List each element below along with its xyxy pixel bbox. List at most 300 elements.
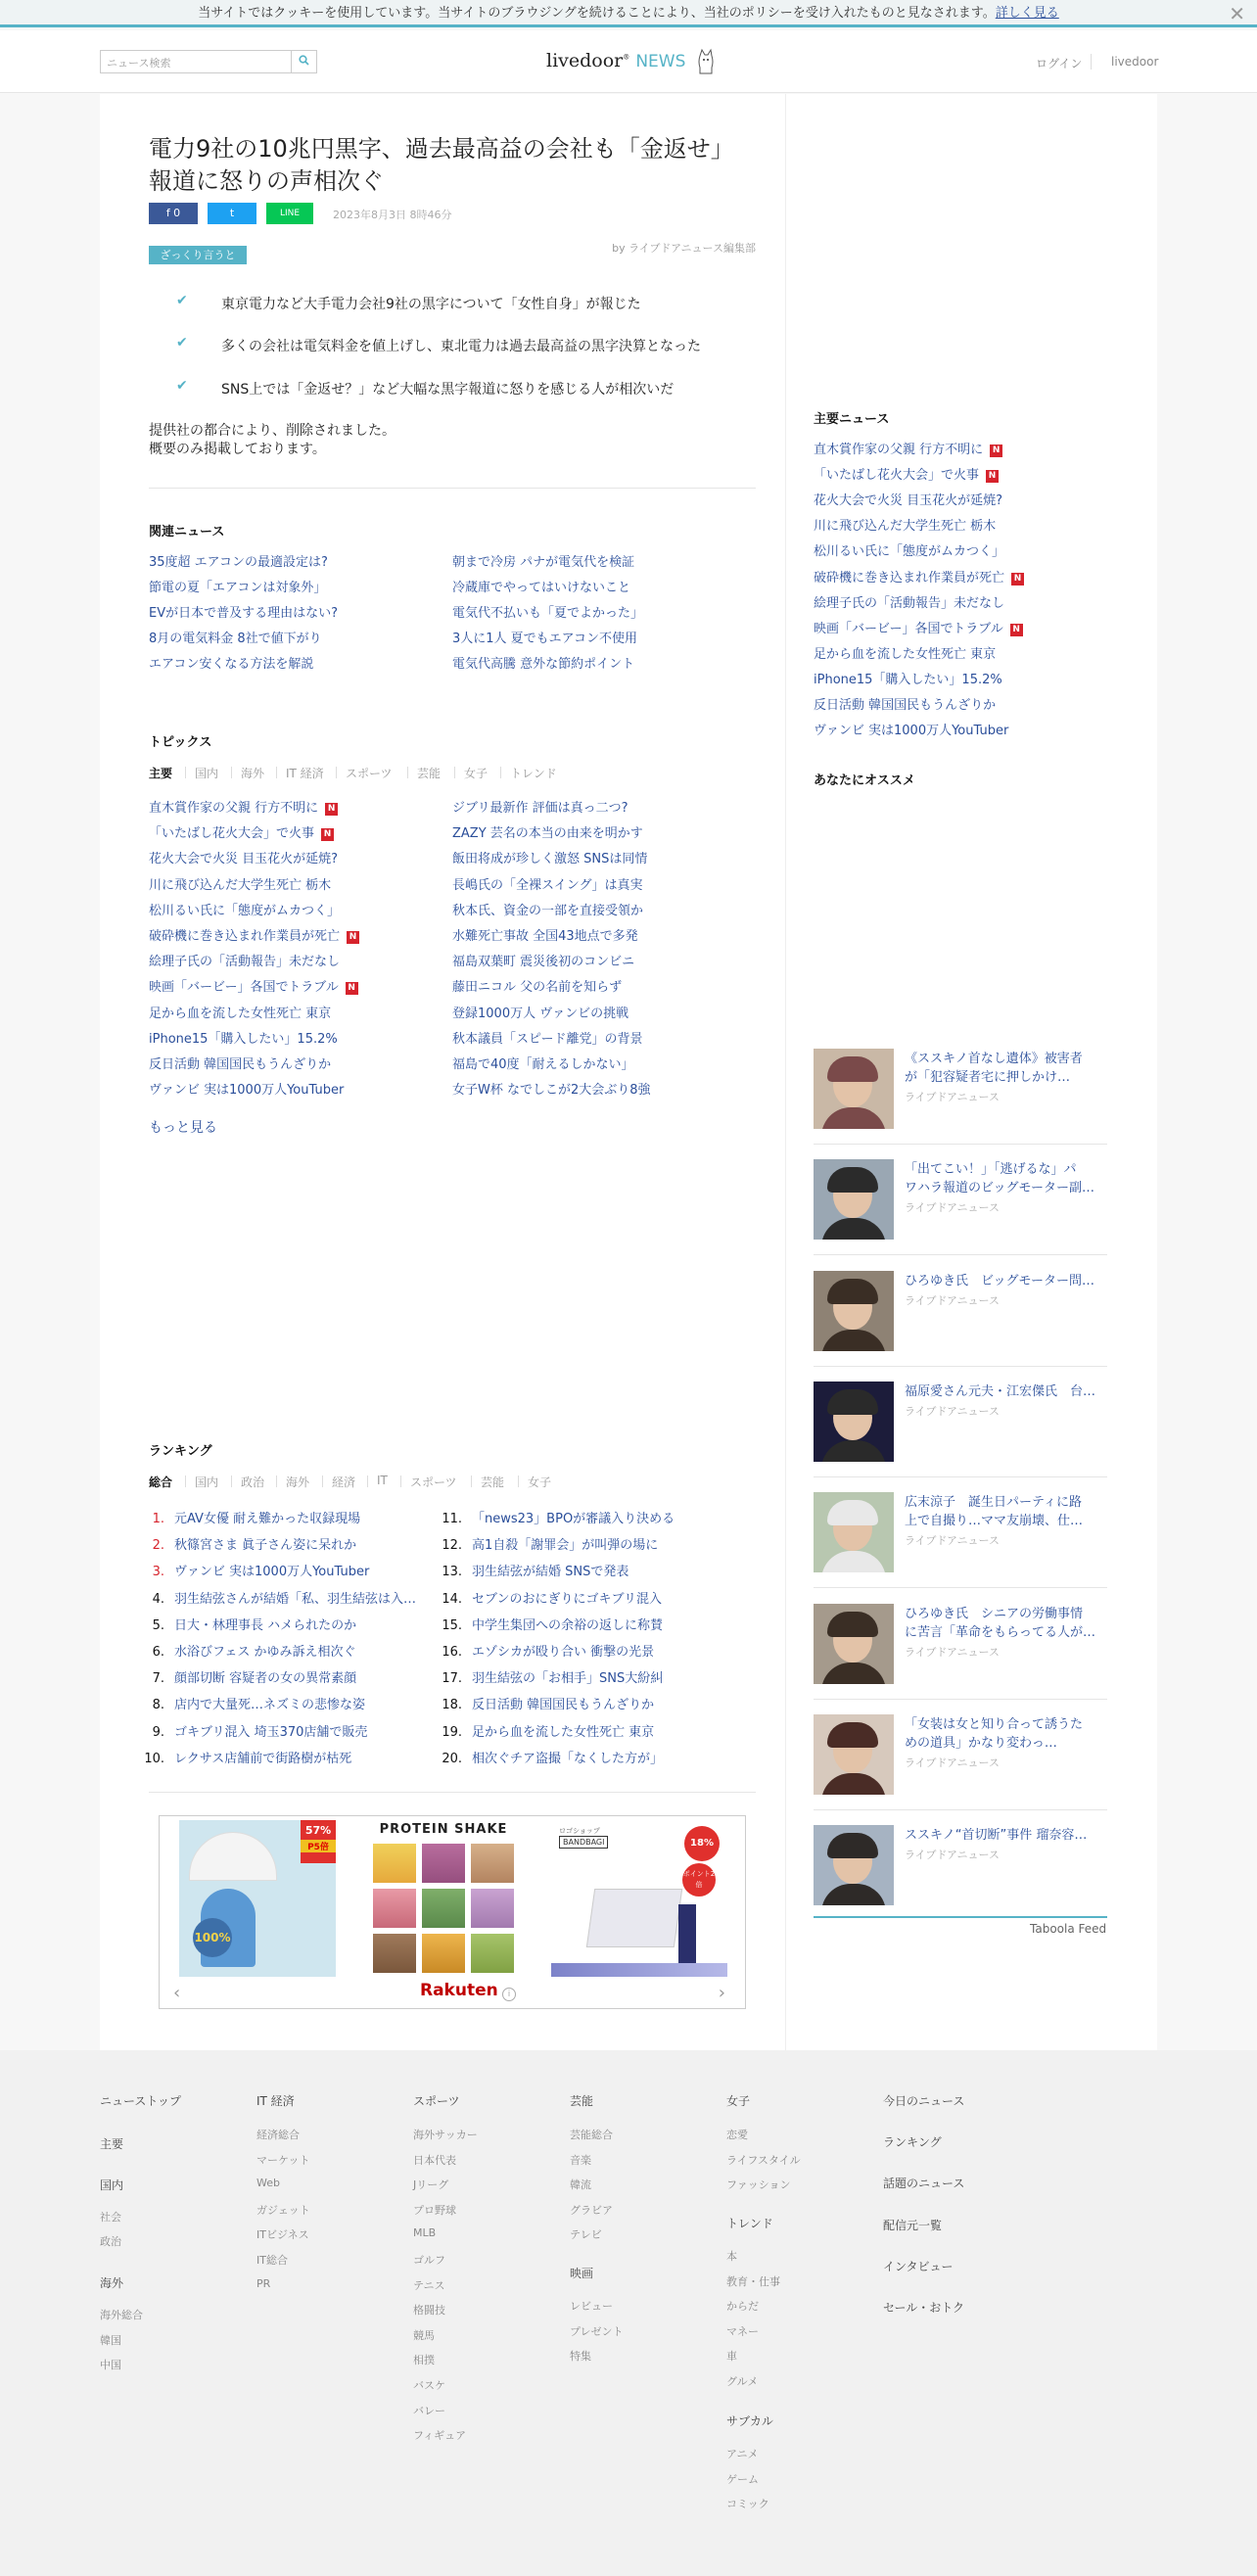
footer-link[interactable]: ライフスタイル xyxy=(726,2153,801,2167)
thumbnail-figure xyxy=(821,1663,886,1684)
footer-link[interactable]: 韓国 xyxy=(100,2334,121,2347)
rank-title: 足から血を流した女性死亡 東京 xyxy=(472,1724,655,1740)
rank-number: 13. xyxy=(442,1565,462,1580)
login-link[interactable]: ログイン xyxy=(1036,57,1083,70)
tab-divider xyxy=(185,1475,186,1487)
ranking-item[interactable] xyxy=(435,1588,662,1607)
divider xyxy=(814,1587,1107,1588)
footer-heading[interactable]: 映画 xyxy=(570,2267,594,2280)
footer-link[interactable]: PR xyxy=(256,2276,271,2290)
footer-link[interactable]: 経済総合 xyxy=(256,2129,300,2141)
footer-link[interactable]: 日本代表 xyxy=(413,2153,456,2167)
ranking-item[interactable] xyxy=(435,1561,628,1579)
recommend-title[interactable] xyxy=(905,1160,1110,1197)
footer-link[interactable]: 社会 xyxy=(100,2211,121,2224)
rank-number: 18. xyxy=(442,1698,462,1713)
main-news-text: iPhone15「購入したい」15.2% xyxy=(814,672,1002,687)
rank-number: 3. xyxy=(152,1565,164,1580)
ad-bandbagi-image[interactable] xyxy=(551,1820,727,1977)
article-date: 2023年8月3日 8時46分 xyxy=(333,209,452,221)
related-link[interactable]: 35度超 エアコンの最適設定は? xyxy=(149,555,328,570)
rank-title: 反日活動 韓国国民もうんざりか xyxy=(472,1698,655,1713)
rank-number: 5. xyxy=(152,1617,164,1633)
summary-item: 多くの会社は電気料金を値上げし、東北電力は過去最高益の黒字決算となった xyxy=(221,339,701,354)
tab-topic[interactable]: トレンド xyxy=(510,767,557,780)
recommend-title[interactable] xyxy=(905,1493,1110,1530)
ranking-item[interactable] xyxy=(435,1534,658,1553)
topic-link[interactable] xyxy=(149,900,340,918)
ad-points-text: P5倍 xyxy=(301,1840,336,1852)
main-news-text: 足から血を流した女性死亡 東京 xyxy=(814,646,997,662)
tab-ranking[interactable]: 女子 xyxy=(528,1475,552,1489)
recommend-title-line: が「犯容疑者宅に押しかけ… xyxy=(905,1070,1071,1085)
thumbnail-figure xyxy=(827,1279,878,1304)
ranking-item[interactable] xyxy=(435,1508,675,1526)
ranking-item[interactable] xyxy=(435,1694,654,1712)
topic-link[interactable] xyxy=(149,822,334,841)
thumbnail-figure xyxy=(821,1440,886,1462)
recommend-title[interactable] xyxy=(905,1050,1110,1087)
footer-link[interactable]: 配信元一覧 xyxy=(883,2218,943,2232)
topic-link[interactable]: 秋本議員「スピード離党」の背景 xyxy=(452,1031,643,1047)
topic-link-text: iPhone15「購入したい」15.2% xyxy=(149,1031,338,1047)
topic-link[interactable] xyxy=(149,1003,331,1021)
new-badge: N xyxy=(325,803,338,816)
thumbnail-figure xyxy=(827,1389,878,1415)
tab-ranking[interactable]: 経済 xyxy=(332,1475,356,1489)
rank-number: 9. xyxy=(152,1724,164,1740)
recommend-title[interactable] xyxy=(905,1382,1110,1401)
footer-heading[interactable]: サブカル xyxy=(726,2414,773,2428)
footer-link[interactable]: 今日のニュース xyxy=(883,2094,965,2108)
topic-link-text: 反日活動 韓国国民もうんざりか xyxy=(149,1057,332,1072)
rank-number: 11. xyxy=(442,1512,462,1526)
topic-link[interactable]: 女子W杯 なでしこが2大会ぶり8強 xyxy=(452,1083,651,1099)
column-divider xyxy=(785,94,786,2050)
footer-link[interactable]: 主要 xyxy=(100,2137,124,2151)
tab-ranking[interactable]: 総合 xyxy=(149,1475,173,1489)
feed-divider xyxy=(814,1916,1107,1918)
footer-link[interactable]: Web xyxy=(256,2177,280,2190)
article-thumbnail[interactable] xyxy=(814,1049,894,1129)
footer-link[interactable]: 車 xyxy=(726,2350,737,2364)
article-thumbnail[interactable] xyxy=(814,1825,894,1905)
chevron-left-icon[interactable]: ‹ xyxy=(173,1983,181,2003)
topic-link-text: 破砕機に巻き込まれ作業員が死亡 xyxy=(149,929,341,944)
footer-link[interactable]: 海外総合 xyxy=(100,2309,143,2321)
related-link[interactable]: 節電の夏「エアコンは対象外」 xyxy=(149,581,327,595)
recommend-title-line: 「女装は女と知り合って誘うた xyxy=(905,1716,1084,1732)
topic-link[interactable]: 飯田将成が珍しく激怒 SNSは同情 xyxy=(452,852,648,867)
search-icon[interactable] xyxy=(292,50,317,73)
footer-heading[interactable]: ニューストップ xyxy=(100,2094,182,2108)
footer-link[interactable]: バレー xyxy=(413,2404,445,2417)
tab-ranking[interactable]: 国内 xyxy=(195,1475,219,1489)
topic-link[interactable] xyxy=(149,1054,331,1072)
topic-link[interactable] xyxy=(149,848,338,866)
rank-number: 15. xyxy=(442,1617,462,1633)
topic-link[interactable]: 登録1000万人 ヴァンビの挑戦 xyxy=(452,1006,629,1021)
footer-link[interactable]: ファッション xyxy=(726,2178,791,2192)
tab-ranking[interactable]: IT xyxy=(377,1474,388,1487)
tab-topic[interactable]: 女子 xyxy=(464,767,489,780)
tab-divider xyxy=(276,767,277,778)
footer-link[interactable]: 芸能総合 xyxy=(570,2129,613,2141)
article-thumbnail[interactable] xyxy=(814,1271,894,1351)
rakuten-logo: Rakuten xyxy=(420,1981,498,2000)
topics-heading: トピックス xyxy=(149,735,212,750)
footer-link[interactable]: コミック xyxy=(726,2498,769,2511)
main-news-link[interactable] xyxy=(814,618,1023,636)
topic-link-text: ヴァンビ 実は1000万人YouTuber xyxy=(149,1083,345,1099)
recommend-title-line: めの道具」かなり変わっ… xyxy=(905,1735,1057,1751)
twitter-share-button[interactable]: t xyxy=(208,203,256,224)
footer-link[interactable]: ゲーム xyxy=(726,2472,759,2486)
footer-link[interactable]: 音楽 xyxy=(570,2153,591,2167)
footer-link[interactable]: MLB xyxy=(413,2226,437,2240)
topic-link[interactable] xyxy=(149,976,358,995)
rank-number: 12. xyxy=(442,1538,462,1554)
thumbnail-figure xyxy=(821,1218,886,1240)
rank-number: 8. xyxy=(152,1698,164,1713)
footer-link[interactable]: バスケ xyxy=(413,2379,445,2392)
tab-ranking[interactable]: 政治 xyxy=(241,1475,265,1489)
footer-link[interactable]: 国内 xyxy=(100,2178,124,2192)
topic-link[interactable]: 水難死亡事故 全国43地点で多発 xyxy=(452,929,638,944)
tab-ranking[interactable]: 芸能 xyxy=(481,1475,505,1489)
rank-title: 羽生結弦が結婚 SNSで発表 xyxy=(472,1565,629,1580)
divider xyxy=(149,1792,756,1793)
footer-link[interactable]: アニメ xyxy=(726,2448,759,2460)
article-thumbnail[interactable] xyxy=(814,1714,894,1795)
footer-link[interactable]: プレゼント xyxy=(570,2324,624,2338)
divider xyxy=(814,1699,1107,1700)
livedoor-news-logo[interactable]: livedoor® NEWS xyxy=(546,48,715,75)
related-link[interactable]: EVが日本で普及する理由はない? xyxy=(149,606,339,621)
new-badge: N xyxy=(346,982,358,995)
recommend-title-line: 「出てこい！」「逃げるな」パ xyxy=(905,1162,1077,1178)
recommend-title-line: 《ススキノ首なし遺体》被害者 xyxy=(905,1052,1083,1066)
main-news-text: 松川るい氏に「態度がムカつく」 xyxy=(814,544,1005,560)
footer-link[interactable]: マーケット xyxy=(256,2153,310,2167)
main-news-heading: 主要ニュース xyxy=(814,412,890,427)
ad-protein-image[interactable] xyxy=(355,1820,532,1977)
article-title: 電力9社の10兆円黒字、過去最高益の会社も「金返せ」報道に怒りの声相次ぐ xyxy=(149,135,734,195)
check-icon: ✔ xyxy=(176,335,188,351)
recommend-title-line: 広末涼子 誕生日パーティに路 xyxy=(905,1495,1082,1511)
article-thumbnail[interactable] xyxy=(814,1604,894,1684)
product-box xyxy=(586,1889,682,1947)
ad-points-badge: ポイント2倍 xyxy=(682,1863,716,1897)
footer-link[interactable]: ガジェット xyxy=(256,2203,310,2217)
new-badge: N xyxy=(990,445,1002,457)
site-header xyxy=(0,30,1257,93)
recommend-source: ライブドアニュース xyxy=(905,1404,1000,1418)
topic-link-text: 川に飛び込んだ大学生死亡 栃木 xyxy=(149,877,332,893)
ranking-item[interactable] xyxy=(137,1667,356,1686)
tab-topic[interactable]: IT 経済 xyxy=(286,767,324,780)
main-news-link[interactable] xyxy=(814,720,1008,738)
footer-link[interactable]: ランキング xyxy=(883,2135,942,2150)
main-news-link[interactable] xyxy=(814,540,1004,559)
thumbnail-figure xyxy=(821,1884,886,1905)
taboola-logo[interactable]: Taboola Feed xyxy=(1030,1922,1107,1936)
footer-link[interactable]: インタビュー xyxy=(883,2259,954,2273)
footer-link[interactable]: レビュー xyxy=(570,2300,613,2313)
footer-link[interactable]: 海外 xyxy=(100,2276,124,2290)
footer-link[interactable]: セール・おトク xyxy=(883,2301,965,2315)
rank-number: 16. xyxy=(442,1645,462,1660)
related-link[interactable]: 電気代高騰 意外な節約ポイント xyxy=(452,657,635,672)
topic-link[interactable]: 福島双葉町 震災後初のコンビニ xyxy=(452,955,635,970)
tab-divider xyxy=(185,767,186,778)
footer-link[interactable]: テレビ xyxy=(570,2228,602,2242)
footer-link[interactable]: グラビア xyxy=(570,2203,613,2217)
main-news-link[interactable] xyxy=(814,567,1024,585)
related-link[interactable]: 朝まで冷房 パナが電気代を検証 xyxy=(452,555,635,570)
divider xyxy=(814,1809,1107,1810)
check-icon: ✔ xyxy=(176,378,188,394)
topic-link[interactable]: 藤田ニコル 父の名前を知らず xyxy=(452,980,623,996)
topic-link[interactable]: 長嶋氏の「全裸スイング」は真実 xyxy=(452,877,643,893)
removal-notice xyxy=(149,422,396,459)
footer-link[interactable]: フィギュア xyxy=(413,2429,467,2443)
related-link[interactable]: 8月の電気料金 8社で値下がり xyxy=(149,632,322,646)
divider xyxy=(814,1476,1107,1477)
main-news-link[interactable] xyxy=(814,439,1002,457)
footer-heading[interactable]: IT 経済 xyxy=(256,2094,295,2108)
main-news-link[interactable] xyxy=(814,592,1004,611)
tab-topic[interactable]: 国内 xyxy=(195,767,219,780)
rank-number: 14. xyxy=(442,1591,462,1607)
product-band xyxy=(551,1963,727,1977)
rank-number: 19. xyxy=(442,1724,462,1740)
footer-link[interactable]: 本 xyxy=(726,2250,737,2263)
footer-link[interactable]: グルメ xyxy=(726,2375,759,2388)
recommend-source: ライブドアニュース xyxy=(905,1201,1000,1215)
article-byline: by ライブドアニュース編集部 xyxy=(612,242,756,255)
tab-divider xyxy=(454,767,455,778)
footer-heading[interactable]: 女子 xyxy=(726,2094,751,2108)
topic-link[interactable] xyxy=(149,925,359,944)
main-news-link[interactable] xyxy=(814,464,999,483)
recommend-title[interactable] xyxy=(905,1715,1110,1753)
topic-link-text: 「いたばし花火大会」で火事 xyxy=(149,826,315,842)
rank-number: 7. xyxy=(152,1671,164,1687)
footer-link[interactable]: マネー xyxy=(726,2324,759,2338)
ranking-item[interactable] xyxy=(435,1748,663,1766)
divider xyxy=(814,1366,1107,1367)
topic-link[interactable]: 福島で40度「耐えるしかない」 xyxy=(452,1057,634,1072)
tab-divider xyxy=(500,767,501,778)
article-thumbnail[interactable] xyxy=(814,1382,894,1462)
main-news-text: 絵理子氏の「活動報告」未だなし xyxy=(814,595,1005,611)
ranking-item[interactable] xyxy=(137,1615,356,1633)
recommend-title-line: ひろゆき氏 ビッグモーター問… xyxy=(905,1273,1094,1288)
topic-link[interactable] xyxy=(149,797,338,816)
tab-ranking[interactable]: 海外 xyxy=(286,1475,310,1489)
ranking-item[interactable] xyxy=(137,1694,365,1712)
ranking-item[interactable] xyxy=(435,1615,663,1633)
topic-link[interactable] xyxy=(149,1028,338,1047)
cookie-banner xyxy=(0,0,1257,27)
footer-heading[interactable]: スポーツ xyxy=(413,2094,460,2108)
search-input[interactable]: ニュース検索 xyxy=(100,50,292,73)
main-news-link[interactable] xyxy=(814,669,1002,687)
ranking-item[interactable] xyxy=(137,1534,356,1553)
footer-link[interactable]: ゴルフ xyxy=(413,2254,445,2267)
rank-number: 4. xyxy=(152,1591,164,1607)
recommend-source: ライブドアニュース xyxy=(905,1091,1000,1103)
main-news-link[interactable] xyxy=(814,515,996,534)
ranking-item[interactable] xyxy=(137,1748,351,1766)
main-news-text: ヴァンビ 実は1000万人YouTuber xyxy=(814,724,1009,739)
footer-link[interactable]: IT総合 xyxy=(256,2254,288,2267)
footer-heading[interactable]: 芸能 xyxy=(570,2094,594,2108)
rakuten-ad[interactable] xyxy=(159,1815,746,2009)
tab-topic[interactable]: 海外 xyxy=(241,767,265,780)
topic-link-text: 直木賞作家の父親 行方不明に xyxy=(149,801,319,816)
recommend-title[interactable] xyxy=(905,1826,1110,1845)
thumbnail-figure xyxy=(827,1056,878,1082)
chevron-right-icon[interactable]: › xyxy=(718,1983,725,2003)
umbrella-shape xyxy=(189,1832,277,1881)
thumbnail-figure xyxy=(827,1833,878,1858)
rank-number: 2. xyxy=(152,1538,164,1554)
ranking-item[interactable] xyxy=(137,1508,360,1526)
topic-link[interactable]: 秋本氏、資金の一部を直接受領か xyxy=(452,903,644,918)
tab-divider xyxy=(336,767,337,778)
footer-link[interactable]: 韓流 xyxy=(570,2178,591,2192)
ranking-item[interactable] xyxy=(137,1641,355,1660)
footer-link[interactable]: からだ xyxy=(726,2300,759,2314)
mascot-icon xyxy=(697,48,715,75)
topic-link[interactable] xyxy=(149,1079,344,1098)
ranking-item[interactable] xyxy=(137,1588,416,1607)
article-thumbnail[interactable] xyxy=(814,1159,894,1240)
main-news-text: 花火大会で火災 目玉花火が延焼? xyxy=(814,493,1003,509)
summary-item: SNS上では「金返せ？」など大幅な黒字報道に怒りを感じる人が相次いだ xyxy=(221,382,675,398)
ad-protein-title: PROTEIN SHAKE xyxy=(379,1822,508,1837)
ranking-item[interactable] xyxy=(435,1721,654,1740)
recommend-source: ライブドアニュース xyxy=(905,1756,1000,1769)
topic-link-text: 映画「バービー」各国でトラブル xyxy=(149,980,339,996)
rank-number: 20. xyxy=(442,1751,462,1766)
rank-number: 6. xyxy=(152,1645,164,1660)
tab-divider xyxy=(276,1475,277,1487)
tab-divider xyxy=(400,1475,401,1487)
thumbnail-figure xyxy=(821,1773,886,1795)
close-icon[interactable]: ✕ xyxy=(1229,2,1245,25)
footer-heading[interactable]: トレンド xyxy=(726,2217,773,2230)
cookie-details-link[interactable]: 詳しく見る xyxy=(995,6,1059,21)
main-news-link[interactable] xyxy=(814,643,996,662)
footer-link[interactable]: プロ野球 xyxy=(413,2203,456,2217)
footer-link[interactable]: 政治 xyxy=(100,2235,121,2248)
footer-link[interactable]: 中国 xyxy=(100,2359,121,2371)
new-badge: N xyxy=(1010,624,1023,636)
cookie-text: 当サイトではクッキーを使用しています。当サイトのブラウジングを続けることにより、当社のポリシーを受け入れたものと見なされます。 xyxy=(198,6,996,21)
ad-discount-text: 57% xyxy=(304,1824,332,1837)
ad-shop-label: ロゴショップ xyxy=(559,1827,600,1835)
main-news-text: 「いたばし花火大会」で火事 xyxy=(814,468,980,484)
thumbnail-figure xyxy=(827,1167,878,1193)
ad-brand-logo: BANDBAGI xyxy=(559,1836,608,1849)
tab-topic[interactable]: 主要 xyxy=(149,767,173,780)
line-share-button[interactable]: LINE xyxy=(266,203,313,224)
footer-link[interactable]: 恋愛 xyxy=(726,2129,748,2141)
footer-link[interactable]: 話題のニュース xyxy=(883,2177,965,2191)
footer-link[interactable]: Jリーグ xyxy=(413,2178,449,2192)
related-link[interactable]: 3人に1人 夏でもエアコン不使用 xyxy=(452,632,638,646)
product-tube xyxy=(678,1904,696,1963)
ad-umbrella-image[interactable] xyxy=(179,1820,336,1977)
recommend-title[interactable] xyxy=(905,1605,1110,1642)
footer-link[interactable]: 相撲 xyxy=(413,2354,435,2367)
tab-topic[interactable]: 芸能 xyxy=(417,767,442,780)
ranking-item[interactable] xyxy=(435,1641,654,1660)
logo-text: livedoor xyxy=(546,50,624,71)
rank-title: 「news23」BPOが審議入り決める xyxy=(472,1512,675,1526)
facebook-share-button[interactable]: f 0 xyxy=(149,203,198,224)
tab-divider xyxy=(322,1475,323,1487)
footer-link[interactable]: 海外サッカー xyxy=(413,2129,478,2141)
footer-link[interactable]: 格闘技 xyxy=(413,2304,445,2318)
article-thumbnail[interactable] xyxy=(814,1492,894,1572)
ranking-heading: ランキング xyxy=(149,1444,212,1459)
more-link[interactable]: もっと見る xyxy=(149,1120,217,1136)
ranking-item[interactable] xyxy=(137,1561,369,1579)
main-news-link[interactable] xyxy=(814,694,996,713)
related-link[interactable]: エアコン安くなる方法を解説 xyxy=(149,657,314,672)
thumbnail-figure xyxy=(821,1330,886,1351)
rank-title: 元AV女優 耐え難かった収録現場 xyxy=(174,1512,361,1526)
topic-link[interactable] xyxy=(149,951,340,969)
tab-ranking[interactable]: スポーツ xyxy=(410,1475,457,1489)
ranking-item[interactable] xyxy=(137,1721,367,1740)
info-icon[interactable]: i xyxy=(502,1988,516,2001)
summary-item: 東京電力など大手電力会社9社の黒字について「女性自身」が報じた xyxy=(221,297,641,312)
ranking-item[interactable] xyxy=(435,1667,663,1686)
topic-link[interactable]: ZAZY 芸名の本当の由来を明かす xyxy=(452,826,643,842)
related-link[interactable]: 冷蔵庫でやってはいけないこと xyxy=(452,581,631,595)
footer-link[interactable]: 競馬 xyxy=(413,2328,435,2342)
livedoor-link[interactable]: livedoor xyxy=(1111,55,1159,69)
recommend-title-line: 上で自撮り…ママ友崩壊、仕… xyxy=(905,1514,1084,1529)
divider xyxy=(149,488,756,489)
footer-link[interactable]: 教育・仕事 xyxy=(726,2274,780,2288)
footer-link[interactable]: ITビジネス xyxy=(256,2228,309,2242)
ad-percent-label: 100% xyxy=(193,1918,232,1957)
recommend-title-line: ひろゆき氏 シニアの労働事情 xyxy=(905,1606,1084,1621)
tab-topic[interactable]: スポーツ xyxy=(346,767,393,780)
new-badge: N xyxy=(986,470,999,483)
topic-link[interactable]: ジブリ最新作 評価は真っ二つ? xyxy=(452,801,628,816)
main-news-link[interactable] xyxy=(814,490,1002,508)
footer-link[interactable]: テニス xyxy=(413,2278,445,2292)
topic-link[interactable] xyxy=(149,874,331,893)
recommend-title[interactable] xyxy=(905,1272,1110,1290)
rank-title: 秋篠宮さま 眞子さん姿に呆れか xyxy=(174,1538,357,1554)
rank-title: 中学生集団への余裕の返しに称賛 xyxy=(472,1617,664,1633)
notice-line: 提供社の都合により、削除されました。 xyxy=(149,423,396,439)
footer-link[interactable]: 特集 xyxy=(570,2350,591,2364)
tab-divider xyxy=(471,1475,472,1487)
rank-title: ヴァンビ 実は1000万人YouTuber xyxy=(174,1565,370,1580)
related-link[interactable]: 電気代不払いも「夏でよかった」 xyxy=(452,606,644,621)
topic-link-text: 絵理子氏の「活動報告」未だなし xyxy=(149,955,341,970)
rank-title: セブンのおにぎりにゴキブリ混入 xyxy=(472,1591,662,1607)
